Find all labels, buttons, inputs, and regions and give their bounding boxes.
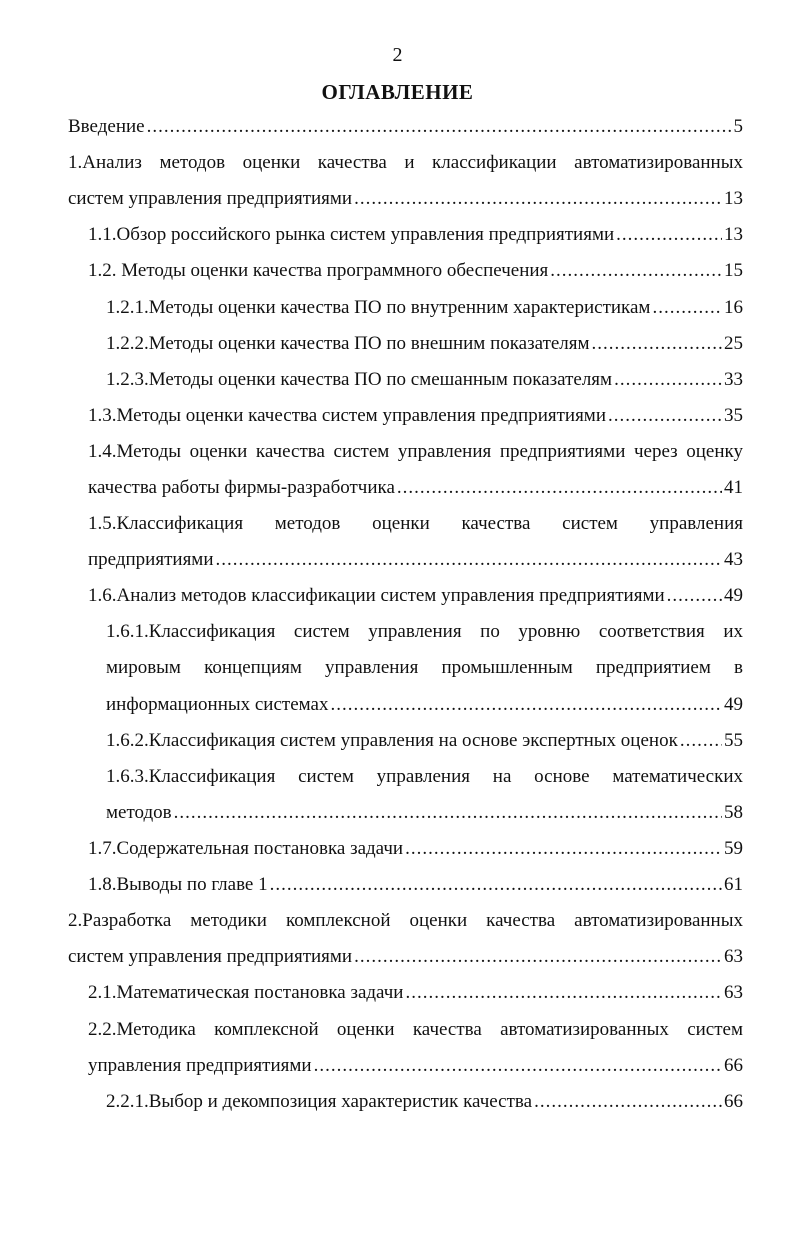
toc-entry-line: 1.Анализ методов оценки качества и классификации автоматизированных: [68, 152, 743, 174]
toc-page-number: 5: [733, 116, 743, 137]
toc-entry-line: 1.6.3.Классификация систем управления на основе математических: [106, 765, 743, 787]
toc-entry: [106, 333, 743, 369]
toc-entry: [88, 441, 743, 513]
toc-entry-text: 1.8.Выводы по главе 1: [88, 874, 268, 896]
toc-title: ОГЛАВЛЕНИЕ: [321, 80, 474, 104]
toc-entry-line: мировым концепциям управления промышленным предприятием в: [106, 657, 743, 679]
toc-page-number: 43: [724, 549, 743, 571]
toc-entry-text: качества работы фирмы-разработчика: [88, 476, 395, 498]
toc-page-number: 25: [724, 332, 743, 354]
toc-entry: [106, 369, 743, 405]
dot-leader: [608, 405, 722, 427]
toc-entry: [88, 838, 743, 874]
toc-page-number: 63: [724, 982, 743, 1004]
toc-entry: [88, 874, 743, 910]
dot-leader: [592, 333, 722, 355]
toc-entry-line: [106, 694, 743, 716]
toc-entry-line: 1.4.Методы оценки качества систем управления предприятиями через оценку: [88, 440, 743, 462]
page-number: 2: [392, 44, 403, 66]
toc-entry: [106, 297, 743, 333]
toc-entry: [88, 224, 743, 260]
toc-entry-text: 2.1.Математическая постановка задачи: [88, 982, 404, 1004]
toc-entry: [88, 585, 743, 621]
toc-entry-line: [88, 982, 743, 1004]
toc-page-number: 49: [724, 585, 743, 607]
toc-page-number: 66: [724, 1090, 743, 1112]
toc-entry: [88, 1019, 743, 1091]
toc-entry-line: 1.6.1.Классификация систем управления по уровню соответствия их: [106, 621, 743, 643]
dot-leader: [147, 116, 732, 138]
toc-entry-text: 2.2.1.Выбор и декомпозиция характеристик качества: [106, 1090, 533, 1112]
dot-leader: [550, 260, 722, 282]
toc-page-number: 16: [724, 296, 743, 318]
dot-leader: [405, 838, 722, 860]
toc-entry-line: [88, 838, 743, 860]
toc-entry-text: 1.2.3.Методы оценки качества ПО по смешанным показателям: [106, 368, 613, 390]
toc-entry-text: 1.6.Анализ методов классификации систем управления предприятиями: [88, 585, 665, 607]
toc-page-number: 61: [724, 874, 743, 896]
toc-entry: [68, 116, 743, 152]
toc-entry: [106, 730, 743, 766]
toc-page-number: 49: [724, 693, 743, 715]
toc-entry-line: [88, 1055, 743, 1077]
toc-entry-line: [106, 802, 743, 824]
toc-entry: [106, 766, 743, 838]
toc-entry-line: [106, 1091, 743, 1113]
toc-entry-line: [68, 116, 743, 138]
toc-page-number: 33: [724, 368, 743, 390]
dot-leader: [314, 1055, 722, 1077]
dot-leader: [354, 188, 722, 210]
toc-entry-text: управления предприятиями: [88, 1054, 312, 1076]
dot-leader: [354, 946, 722, 968]
dot-leader: [397, 477, 722, 499]
toc-entry: [68, 152, 743, 224]
toc-entry-line: [88, 405, 743, 427]
toc-entry-line: [88, 549, 743, 571]
toc-page-number: 59: [724, 838, 743, 859]
toc-entry: [88, 513, 743, 585]
toc-entry: [88, 982, 743, 1018]
toc-entry: [68, 910, 743, 982]
toc-entry-line: [88, 260, 743, 282]
toc-entry-line: 1.5.Классификация методов оценки качества систем управления: [88, 513, 743, 535]
toc-page-number: 41: [724, 476, 743, 498]
toc-entry-text: систем управления предприятиями: [68, 188, 353, 210]
dot-leader: [270, 874, 722, 896]
dot-leader: [652, 297, 722, 319]
toc-entry-line: [106, 333, 743, 355]
dot-leader: [680, 730, 722, 752]
toc-entry-text: 1.1.Обзор российского рынка систем управления предприятиями: [88, 224, 615, 246]
dot-leader: [405, 982, 722, 1004]
dot-leader: [614, 369, 722, 391]
toc-entry-text: 1.7.Содержательная постановка задачи: [88, 838, 404, 859]
toc-entry-line: [106, 730, 743, 752]
toc-entry-text: 1.6.2.Классификация систем управления на основе экспертных оценок: [106, 729, 678, 751]
toc-entry-line: 2.Разработка методики комплексной оценки качества автоматизированных: [68, 910, 743, 932]
dot-leader: [616, 224, 722, 246]
toc-entry: [106, 1091, 743, 1127]
toc-entry-text: 1.2. Методы оценки качества программного обеспечения: [88, 260, 549, 282]
toc-entry-text: 1.2.2.Методы оценки качества ПО по внешним показателям: [106, 332, 590, 354]
toc-entry-text: 1.2.1.Методы оценки качества ПО по внутренним характеристикам: [106, 296, 651, 318]
toc-entry-text: систем управления предприятиями: [68, 946, 353, 968]
dot-leader: [667, 585, 722, 607]
toc-entry: [106, 621, 743, 729]
dot-leader: [174, 802, 722, 824]
toc-entry-line: 2.2.Методика комплексной оценки качества автоматизированных систем: [88, 1018, 743, 1040]
toc-entry-text: предприятиями: [88, 549, 214, 571]
toc-entry-line: [88, 874, 743, 896]
toc-entry: [88, 405, 743, 441]
toc-entry-text: 1.3.Методы оценки качества систем управления предприятиями: [88, 404, 607, 426]
toc-entry: [88, 260, 743, 296]
toc-page-number: 13: [724, 224, 743, 246]
toc-page-number: 63: [724, 946, 743, 968]
toc-entry-line: [88, 477, 743, 499]
toc-page-number: 15: [724, 260, 743, 282]
toc-page-number: 66: [724, 1054, 743, 1076]
toc-page-number: 13: [724, 188, 743, 210]
toc-entry-text: методов: [106, 801, 172, 823]
toc-page-number: 58: [724, 801, 743, 823]
toc-entry-text: Введение: [68, 116, 145, 137]
toc-entry-line: [88, 585, 743, 607]
dot-leader: [534, 1091, 722, 1113]
toc-entry-line: [68, 188, 743, 210]
toc-entry-line: [106, 369, 743, 391]
toc-entry-line: [106, 297, 743, 319]
toc-page-number: 35: [724, 404, 743, 426]
toc-page-number: 55: [724, 729, 743, 751]
toc-entry-text: информационных системах: [106, 693, 329, 715]
dot-leader: [216, 549, 723, 571]
toc-entry-line: [68, 946, 743, 968]
dot-leader: [330, 694, 722, 716]
toc-entry-line: [88, 224, 743, 246]
